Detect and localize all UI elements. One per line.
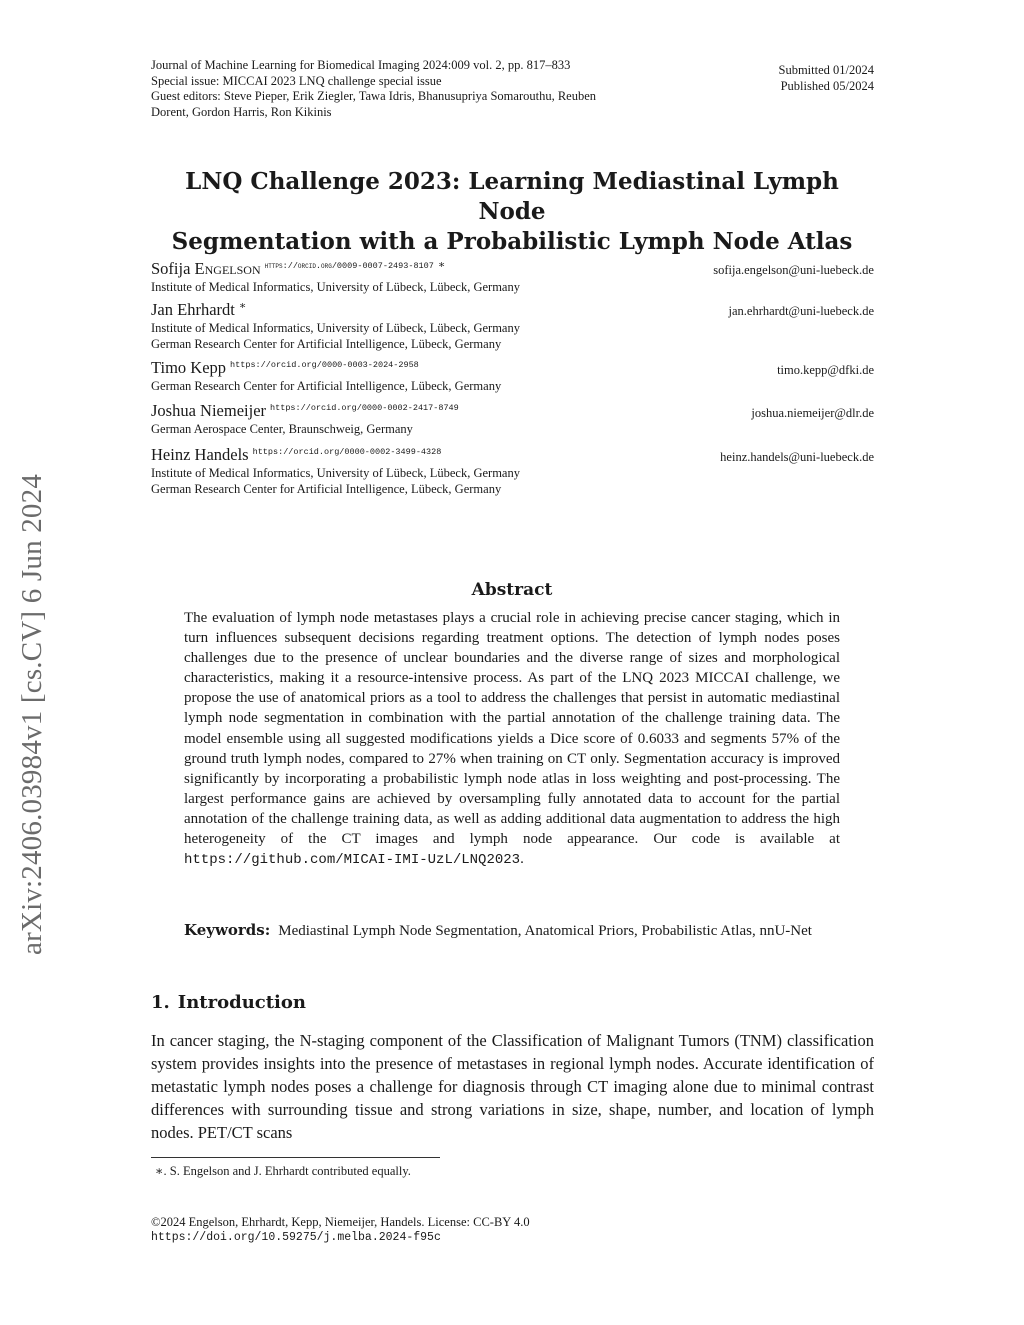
keywords-label: Keywords: — [184, 921, 271, 939]
affiliation: German Research Center for Artificial Intelligence, Lübeck, Germany — [151, 379, 502, 393]
author-block-kepp — [151, 355, 874, 394]
orcid-link[interactable]: https://orcid.org/0000-0002-2417-8749 — [270, 403, 459, 413]
author-block-niemeijer — [151, 398, 874, 437]
guest-editors-line-1: Guest editors: Steve Pieper, Erik Ziegler, Tawa Idris, Bhanusupriya Somarouthu, Reuben — [151, 89, 597, 103]
author-email[interactable]: sofija.engelson@uni-luebeck.de — [713, 263, 874, 277]
keywords-text: Mediastinal Lymph Node Segmentation, Anatomical Priors, Probabilistic Atlas, nnU-Net — [278, 923, 812, 939]
footnote-rule — [151, 1157, 440, 1158]
author-block-ehrhardt — [151, 296, 874, 352]
author-email[interactable]: jan.ehrhardt@uni-luebeck.de — [728, 304, 874, 318]
section-heading-introduction — [151, 991, 306, 1015]
affiliation: Institute of Medical Informatics, University of Lübeck, Lübeck, Germany — [151, 321, 520, 335]
author-email[interactable]: joshua.niemeijer@dlr.de — [751, 406, 874, 420]
abstract-text: The evaluation of lymph node metastases plays a crucial role in achieving precise cancer staging, which in turn influences subsequent decisions regarding treatment options. The detection of lymph nodes poses challenges due to the presence of unclear boundaries and the diverse range of sizes and morphological characteristics, making it a resource-intensive process. As part of the LNQ 2023 MICCAI challenge, we propose the use of anatomical priors as a tool to address the challenges that persist in automatic mediastinal lymph node segmentation in combination with the partial annotation of the challenge training data. The model ensemble using all suggested modifications yields a Dice score of 0.6033 and segments 57% of the ground truth lymph nodes, compared to 27% when training on CT only. Segmentation accuracy is improved significantly by incorporating a probabilistic lymph node atlas in loss weighting and post-processing. The largest performance gains are achieved by oversampling fully annotated data to account for the partial annotation of the challenge training data, as well as adding additional data augmentation to address the high heterogeneity of the CT images and lymph node appearance. Our code is available at — [184, 610, 840, 848]
author-name: Heinz Handels $^{https://orcid.org/0000-0002-3499-4328}$ — [151, 445, 442, 464]
abstract-body: The evaluation of lymph node metastases plays a crucial role in achieving precise cancer staging, which in turn influences subsequent decisions regarding treatment options. The detection of lymph nodes poses challenges due to the presence of unclear boundaries and the diverse range of sizes and morphological characteristics, making it a resource-intensive process. As part of the LNQ 2023 MICCAI challenge, we propose the use of anatomical priors as a tool to address the challenges that persist in automatic mediastinal lymph node segmentation in combination with the partial annotation of the challenge training data. The model ensemble using all suggested modifications yields a Dice score of 0.6033 and segments 57% of the ground truth lymph nodes, compared to 27% when training on CT only. Segmentation accuracy is improved significantly by incorporating a probabilistic lymph node atlas in loss weighting and post-processing. The largest performance gains are achieved by oversampling fully annotated data to account for the partial annotation of the challenge training data, as well as adding additional data augmentation to address the high heterogeneity of the CT images and lymph node appearance. Our code is available at https://github.com/MICAI-IMI-UzL/LNQ2023. — [184, 610, 840, 869]
section-number: 1. — [151, 992, 170, 1013]
journal-header — [151, 58, 741, 120]
title-line-2: Segmentation with a Probabilistic Lymph Node Atlas — [171, 228, 853, 255]
affiliation: German Research Center for Artificial Intelligence, Lübeck, Germany — [151, 482, 502, 496]
orcid-link[interactable]: https://orcid.org/0000-0003-2024-2958 — [230, 360, 419, 370]
author-email[interactable]: heinz.handels@uni-luebeck.de — [720, 450, 874, 464]
submission-dates — [752, 63, 874, 94]
equal-contribution-mark: ∗ — [238, 300, 247, 312]
title-line-1: LNQ Challenge 2023: Learning Mediastinal Lymph Node — [185, 168, 839, 225]
keywords — [184, 920, 840, 941]
author-block-engelson — [151, 255, 874, 295]
guest-editors-line-2: Dorent, Gordon Harris, Ron Kikinis — [151, 104, 332, 119]
introduction-paragraph: In cancer staging, the N-staging component of the Classification of Malignant Tumors (TNM) classification system provides insights into the presence of metastases in regional lymph nodes. Accurate identification of metastatic lymph nodes poses a challenge for diagnosis through CT imaging alone due to minimal contrast differences with surrounding tissue and strong variations in size, shape, number, and location of lymph nodes. PET/CT scans — [151, 1031, 874, 1142]
arxiv-identifier-stamp[interactable]: arXiv:2406.03984v1 [cs.CV] 6 Jun 2024 — [16, 473, 48, 955]
abstract-heading: Abstract — [471, 580, 553, 600]
affiliation: German Research Center for Artificial Intelligence, Lübeck, Germany — [151, 337, 502, 351]
author-name: Jan Ehrhardt ∗ — [151, 300, 247, 319]
affiliation: Institute of Medical Informatics, University of Lübeck, Lübeck, Germany — [151, 466, 520, 480]
doi-link[interactable]: https://doi.org/10.59275/j.melba.2024-f95c — [151, 1231, 441, 1244]
orcid-link[interactable]: https://orcid.org/0009-0007-2493-8107 — [264, 261, 434, 271]
special-issue-line: Special issue: MICCAI 2023 LNQ challenge special issue — [151, 73, 442, 88]
journal-line: Journal of Machine Learning for Biomedical Imaging 2024:009 vol. 2, pp. 817–833 — [151, 58, 571, 72]
code-link[interactable]: https://github.com/MICAI-IMI-UzL/LNQ2023 — [184, 852, 521, 869]
affiliation: German Aerospace Center, Braunschweig, Germany — [151, 422, 413, 436]
author-email[interactable]: timo.kepp@dfki.de — [777, 363, 874, 377]
published-date: Published 05/2024 — [780, 78, 874, 93]
equal-contribution-mark: ∗ — [437, 259, 446, 271]
paper-title — [150, 167, 874, 257]
orcid-link[interactable]: https://orcid.org/0000-0002-3499-4328 — [252, 447, 442, 457]
author-name: Timo Kepp $^{https://orcid.org/0000-0003-2024-2958}$ — [151, 358, 419, 377]
section-title: Introduction — [177, 992, 306, 1013]
affiliation: Institute of Medical Informatics, University of Lübeck, Lübeck, Germany — [151, 280, 520, 294]
license-line: ©2024 Engelson, Ehrhardt, Kepp, Niemeijer, Handels. License: CC-BY 4.0 — [151, 1215, 530, 1229]
author-block-handels — [151, 442, 874, 497]
submitted-date: Submitted 01/2024 — [778, 63, 874, 77]
author-name: Sofija Engelson $^{https://orcid.org/0009-0007-2493-8107}$ ∗ — [151, 259, 446, 278]
author-name: Joshua Niemeijer $^{https://orcid.org/0000-0002-2417-8749}$ — [151, 401, 459, 420]
footnote: ∗. S. Engelson and J. Ehrhardt contributed equally. — [155, 1164, 411, 1178]
